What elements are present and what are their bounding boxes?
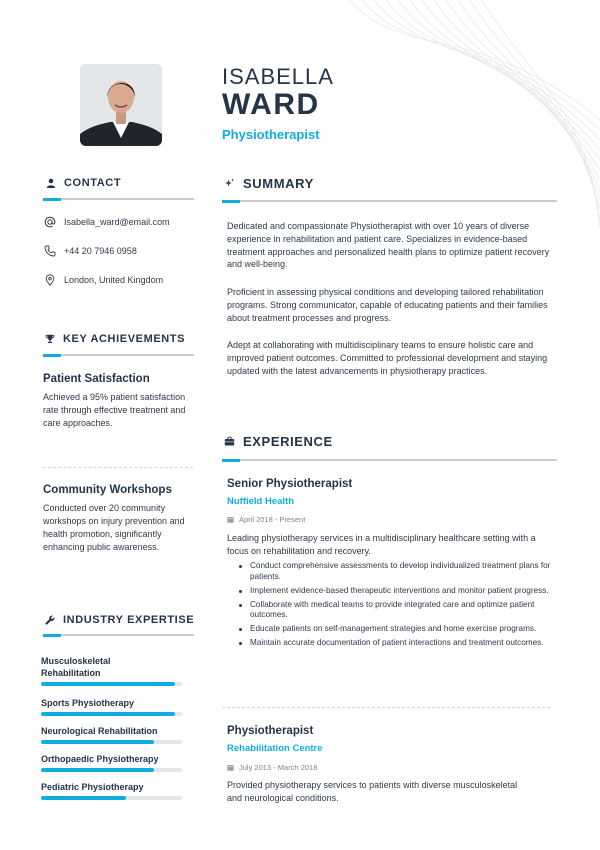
contact-phone[interactable] — [44, 245, 137, 257]
job-role: Senior Physiotherapist — [227, 478, 353, 490]
expertise-section-header — [45, 614, 194, 626]
job-bullet: Educate patients on self-management strategies and home exercise programs. — [238, 624, 558, 635]
skill-item — [41, 697, 186, 716]
phone-icon — [44, 245, 56, 257]
skill-name: Sports Physiotherapy — [41, 698, 135, 708]
skill-bar — [41, 740, 182, 744]
summary-paragraph: Adept at collaborating with multidisciplinary teams to ensure holistic care and improved patient outcomes. Committed to professional development and staying updated with the latest advancements in physiotherapy practices. — [227, 340, 548, 376]
contact-section-header — [46, 177, 121, 189]
skill-name: Pediatric Physiotherapy — [41, 782, 144, 792]
job-role: Physiotherapist — [227, 725, 314, 737]
achievements-section-header — [45, 333, 185, 345]
skill-bar — [41, 768, 182, 772]
experience-section-header — [224, 434, 333, 449]
expertise-heading: INDUSTRY EXPERTISE — [63, 614, 195, 626]
job-dates — [227, 515, 305, 524]
person-icon — [46, 178, 56, 188]
job-description: Leading physiotherapy services in a multidisciplinary healthcare setting with a focus on rehabilitation and recovery. — [227, 533, 536, 556]
summary-section-header — [224, 176, 314, 191]
contact-location — [44, 274, 163, 286]
experience-heading: EXPERIENCE — [243, 434, 333, 449]
skill-item — [41, 725, 186, 744]
job-separator — [222, 707, 550, 708]
last-name: WARD — [222, 88, 320, 121]
job-dates-text: July 2013 - March 2018 — [239, 763, 318, 772]
skill-bar — [41, 712, 182, 716]
first-name: ISABELLA — [222, 64, 334, 89]
achievement-text: Conducted over 20 community workshops on injury prevention and health promotion, significantly enhancing public awareness. — [43, 503, 185, 552]
summary-heading: SUMMARY — [243, 176, 314, 191]
achievement-separator — [43, 467, 193, 468]
job-description: Provided physiotherapy services to patients with diverse musculoskeletal and neurological conditions. — [227, 780, 518, 803]
skill-item — [41, 655, 186, 686]
skill-item — [41, 753, 186, 772]
expertise-divider — [43, 634, 194, 636]
sparkle-icon — [224, 178, 235, 189]
at-icon — [44, 216, 56, 228]
email-text: Isabella_ward@email.com — [64, 217, 170, 227]
job-bullet: Maintain accurate documentation of patient interactions and treatment outcomes. — [238, 638, 558, 649]
job-company: Nuffield Health — [227, 496, 295, 507]
skill-name: Orthopaedic Physiotherapy — [41, 754, 159, 764]
calendar-icon — [227, 764, 234, 771]
achievements-divider — [43, 354, 194, 356]
wrench-icon — [45, 615, 55, 625]
job-bullet: Collaborate with medical teams to provide integrated care and optimize patient outcomes. — [238, 600, 558, 621]
achievement-title: Patient Satisfaction — [43, 373, 150, 385]
contact-email[interactable] — [44, 216, 170, 228]
job-bullet-list — [238, 561, 558, 652]
summary-divider — [222, 200, 557, 202]
job-bullet: Implement evidence-based therapeutic interventions and monitor patient progress. — [238, 586, 558, 597]
summary-paragraph: Proficient in assessing physical conditions and developing tailored rehabilitation programs. Strong communicator, capable of educating patients and their families about treatment processes and progress. — [227, 287, 548, 323]
achievements-heading: KEY ACHIEVEMENTS — [63, 333, 186, 345]
achievement-text: Achieved a 95% patient satisfaction rate through effective treatment and care approaches. — [43, 392, 186, 428]
contact-heading: CONTACT — [64, 177, 122, 189]
skill-bar — [41, 682, 182, 686]
skill-name: Neurological Rehabilitation — [41, 726, 158, 736]
briefcase-icon — [224, 436, 235, 447]
skill-name: Musculoskeletal Rehabilitation — [41, 656, 111, 678]
achievement-title: Community Workshops — [43, 484, 172, 496]
calendar-icon — [227, 516, 234, 523]
job-dates — [227, 763, 317, 772]
job-bullet: Conduct comprehensive assessments to develop individualized treatment plans for patients. — [238, 561, 558, 582]
summary-paragraph: Dedicated and compassionate Physiotherapist with over 10 years of diverse experience in rehabilitation and patient care. Specializes in evidence-based treatment approaches and personalized health plans to optimize patient recovery and well-being. — [227, 221, 550, 270]
skill-bar — [41, 796, 182, 800]
location-text: London, United Kingdom — [64, 275, 164, 285]
job-company: Rehabilitation Centre — [227, 743, 323, 754]
wave-pattern-decoration — [340, 0, 600, 230]
job-dates-text: April 2018 - Present — [239, 515, 306, 524]
profile-photo — [80, 64, 162, 146]
experience-divider — [222, 459, 557, 461]
phone-text: +44 20 7946 0958 — [64, 246, 137, 256]
skill-item — [41, 781, 186, 800]
location-pin-icon — [44, 274, 56, 286]
contact-divider — [43, 198, 194, 200]
trophy-icon — [45, 334, 55, 344]
job-title: Physiotherapist — [222, 127, 320, 142]
